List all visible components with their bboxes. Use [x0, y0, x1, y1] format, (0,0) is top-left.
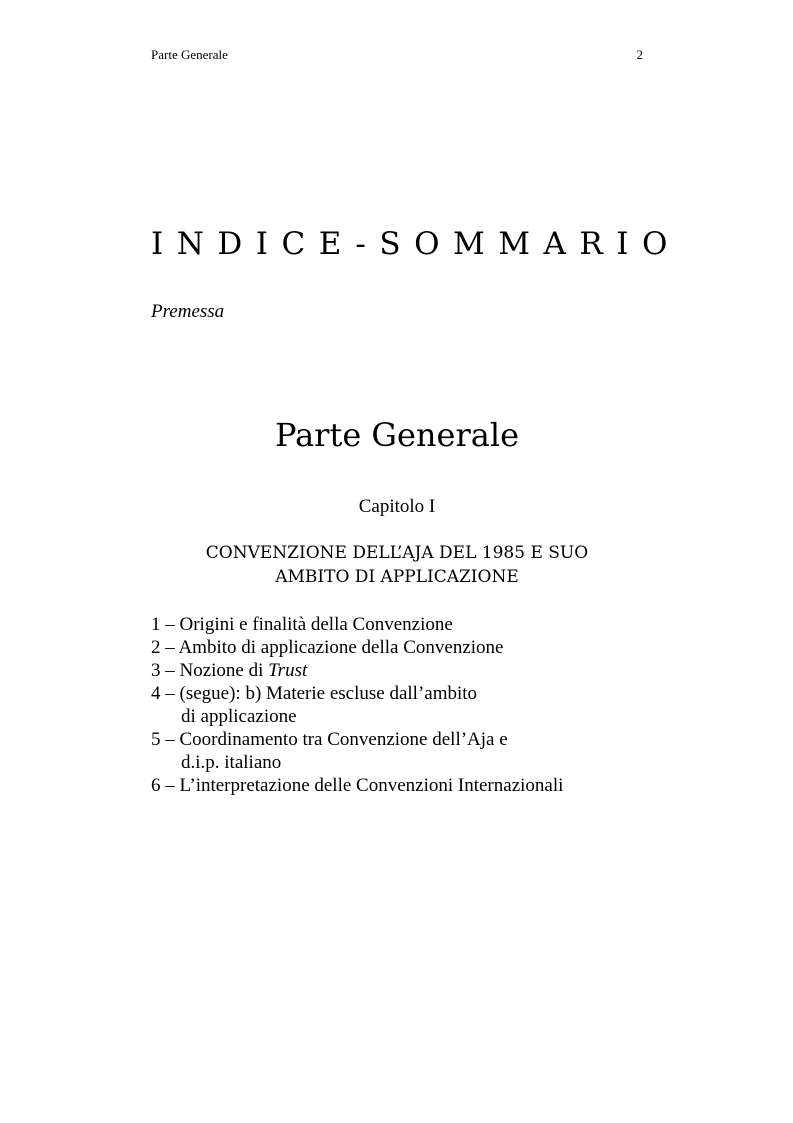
- chapter-number: Capitolo I: [358, 496, 436, 517]
- part-title: Parte Generale: [274, 416, 520, 454]
- table-of-contents: [151, 613, 643, 797]
- toc-item-2: 2 – Ambito di applicazione della Convenzione: [151, 637, 504, 658]
- toc-item-5-continuation: d.i.p. italiano: [181, 752, 282, 773]
- toc-item-4: 4 – (segue): b) Materie escluse dall’ambito: [151, 683, 478, 704]
- premessa-entry: Premessa: [151, 301, 225, 322]
- chapter-title-line-2: AMBITO DI APPLICAZIONE: [275, 567, 519, 587]
- toc-item-6: 6 – L’interpretazione delle Convenzioni Internazionali: [151, 775, 564, 796]
- chapter-title-line-1: CONVENZIONE DELL’AJA DEL 1985 E SUO: [205, 543, 589, 563]
- index-title: INDICE-SOMMARIO: [151, 226, 681, 262]
- toc-item-3: [151, 659, 643, 682]
- toc-item-4-continuation: di applicazione: [181, 706, 297, 727]
- chapter-title: [151, 541, 643, 589]
- running-title: Parte Generale: [151, 47, 228, 62]
- toc-item-1: 1 – Origini e finalità della Convenzione: [151, 614, 453, 635]
- page-number: 2: [636, 47, 643, 62]
- toc-item-5: 5 – Coordinamento tra Convenzione dell’Aja e: [151, 729, 508, 750]
- toc-item-3-term: Trust: [268, 660, 308, 681]
- toc-item-3-prefix: 3 – Nozione di: [151, 660, 269, 681]
